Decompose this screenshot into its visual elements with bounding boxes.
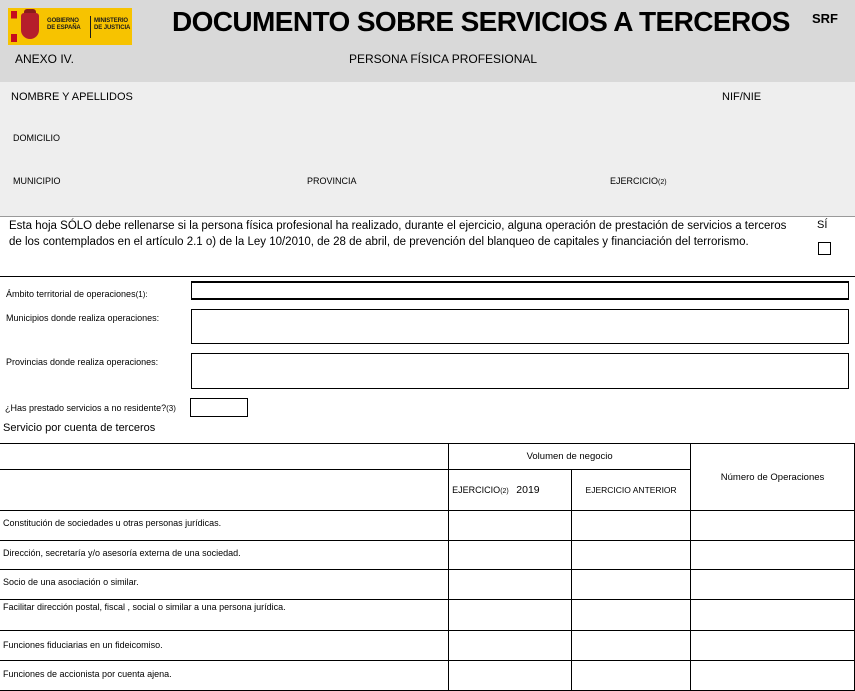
operations-cell[interactable] (691, 541, 855, 570)
row-label: Dirección, secretaría y/o asesoría externa de una sociedad. (0, 541, 449, 570)
services-table (0, 443, 855, 691)
previous-volume-cell[interactable] (572, 631, 691, 661)
exercise-field-label: EJERCICIO(2) (610, 176, 667, 186)
non-resident-input[interactable] (190, 398, 248, 417)
row-label: Funciones de accionista por cuenta ajena. (0, 661, 449, 691)
name-field-label: NOMBRE Y APELLIDOS (11, 91, 133, 103)
previous-volume-cell[interactable] (572, 600, 691, 631)
current-volume-cell[interactable] (449, 541, 572, 570)
form-subtitle: PERSONA FÍSICA PROFESIONAL (349, 52, 538, 66)
logo-ministerio-text: MINISTERIO DE JUSTICIA (94, 18, 131, 31)
flag-icon (11, 11, 17, 42)
operations-cell[interactable] (691, 661, 855, 691)
operations-cell[interactable] (691, 511, 855, 541)
non-resident-label: ¿Has prestado servicios a no residente?(3) (5, 403, 176, 413)
current-volume-cell[interactable] (449, 661, 572, 691)
operations-cell[interactable] (691, 631, 855, 661)
government-logo (8, 8, 132, 45)
provinces-label: Provincias donde realiza operaciones: (6, 357, 159, 367)
operations-header: Número de Operaciones (691, 444, 855, 511)
previous-volume-cell[interactable] (572, 661, 691, 691)
provinces-input[interactable] (191, 353, 849, 389)
domicile-field-label: DOMICILIO (13, 133, 61, 143)
annex-label: ANEXO IV. (15, 52, 74, 66)
current-volume-cell[interactable] (449, 631, 572, 661)
previous-volume-cell[interactable] (572, 570, 691, 600)
section-title: Servicio por cuenta de terceros (3, 422, 156, 434)
operations-cell[interactable] (691, 600, 855, 631)
municipalities-label: Municipios donde realiza operaciones: (6, 313, 160, 323)
territorial-label: Ámbito territorial de operaciones(1): (6, 289, 148, 299)
row-label: Funciones fiduciarias en un fideicomiso. (0, 631, 449, 661)
table-row (0, 661, 855, 691)
exercise-year-header: EJERCICIO(2) 2019 (449, 470, 572, 511)
previous-exercise-header: EJERCICIO ANTERIOR (572, 470, 691, 511)
territorial-input[interactable] (191, 281, 849, 300)
table-header-empty (0, 444, 449, 470)
yes-label: SÍ (817, 219, 828, 231)
current-volume-cell[interactable] (449, 600, 572, 631)
logo-gobierno-text: GOBIERNO DE ESPAÑA (47, 18, 81, 31)
province-field-label: PROVINCIA (307, 176, 357, 186)
yes-checkbox[interactable] (818, 242, 831, 255)
divider (0, 276, 855, 277)
table-header-blank (0, 470, 449, 511)
volume-header: Volumen de negocio (449, 444, 691, 470)
current-volume-cell[interactable] (449, 511, 572, 541)
table-row (0, 511, 855, 541)
row-label: Socio de una asociación o similar. (0, 570, 449, 600)
table-row (0, 600, 855, 631)
previous-volume-cell[interactable] (572, 541, 691, 570)
notice-text: Esta hoja SÓLO debe rellenarse si la persona física profesional ha realizado, durante el ejercicio, alguna operación de prestación de servicios a terceros de los contemplados en el artículo 2.1 o) de la Ley 10/2010, de 28 de abril, de prevención del blanqueo de capitales y financiación del terrorismo. (9, 220, 787, 248)
coat-of-arms-icon (21, 13, 39, 39)
row-label: Constitución de sociedades u otras personas jurídicas. (0, 511, 449, 541)
current-volume-cell[interactable] (449, 570, 572, 600)
table-row (0, 541, 855, 570)
divider (0, 216, 855, 217)
previous-volume-cell[interactable] (572, 511, 691, 541)
form-code: SRF (812, 11, 838, 26)
nif-field-label: NIF/NIE (722, 91, 762, 103)
logo-divider (90, 16, 91, 38)
operations-cell[interactable] (691, 570, 855, 600)
municipality-field-label: MUNICIPIO (13, 176, 61, 186)
municipalities-input[interactable] (191, 309, 849, 344)
row-label: Facilitar dirección postal, fiscal , social o similar a una persona jurídica. (0, 600, 449, 631)
table-row (0, 631, 855, 661)
table-row (0, 570, 855, 600)
document-title: DOCUMENTO SOBRE SERVICIOS A TERCEROS (172, 6, 790, 37)
